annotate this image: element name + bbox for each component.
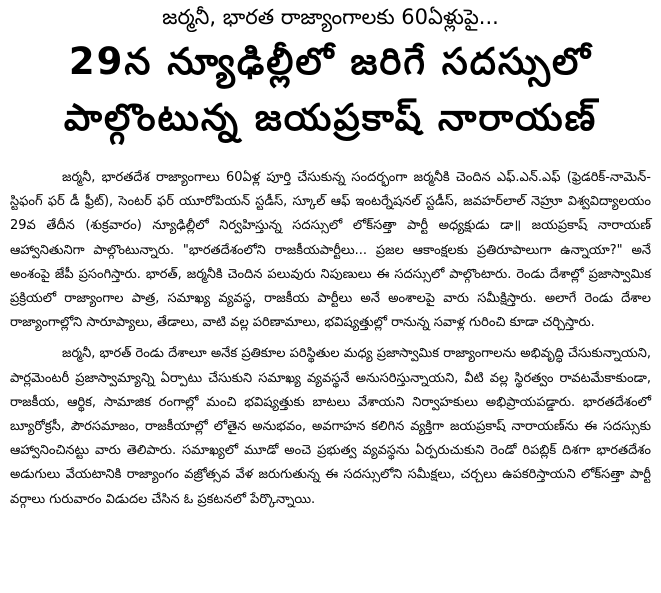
- paragraph-2: జర్మనీ, భారత్ రెండు దేశాలూ అనేక ప్రతికూల పరిస్థితుల మధ్య ప్రజాస్వామిక రాజ్యాంగాలను అభివృద్ధి చేసుకున్నాయని, పార్లమెంటరీ ప్రజాస్వామ్యాన్ని ఏర్పాటు చేసుకుని సమాఖ్య వ్యవస్థనే అనుసరిస్తున్నాయని, వీటి వల్ల స్థిరత్వం రావటమేకాకుండా, రాజకీయ, ఆర్థిక, సామాజిక రంగాల్లో మంచి భవిష్యత్తుకు బాటలు వేశాయని నిర్వాహకులు అభిప్రాయపడ్డారు. భారతదేశంలో బ్యూరోక్రసీ, పౌరసమాజం, రాజకీయాల్లో లోతైన అనుభవం, అవగాహన కలిగిన వ్యక్తిగా జయప్రకాష్ నారాయణ్‌ను ఈ సదస్సుకు ఆహ్వానించినట్టు వారు తెలిపారు. సమాఖ్యలో మూడో అంచె ప్రభుత్వ వ్యవస్థను ఏర్పరుచుకుని రెండో రిపబ్లిక్ దిశగా భారతదేశం అడుగులు వేయటానికి రాజ్యాంగం వజ్రోత్సవ వేళ జరుగుతున్న ఈ సదస్సులోని సమీక్షలు, చర్చలు ఉపకరిస్తాయని లోక్‌సత్తా పార్టీ వర్గాలు గురువారం విడుదల చేసిన ఓ ప్రకటనలో పేర్కొన్నాయి.: [10, 346, 651, 507]
- kicker-line: జర్మనీ, భారత రాజ్యాంగాలకు 60ఏళ్లుపై...: [162, 5, 499, 29]
- headline-line-1: 29న న్యూఢిల్లీలో జరిగే సదస్సులో: [68, 40, 593, 83]
- headline-line-2: పాల్గొంటున్న జయప్రకాష్ నారాయణ్: [63, 96, 598, 139]
- paragraph-1: జర్మనీ, భారతదేశ రాజ్యాంగాలు 60ఏళ్ల పూర్తి చేసుకున్న సందర్భంగా జర్మనీకి చెందిన ఎఫ్.ఎన్.ఎఫ్ (ఫ్రెడరిక్-నామెన్-స్టిఫంగ్ ఫర్ డీ ఫ్రీట్), సెంటర్ ఫర్ యూరోపియన్ స్టడీస్, స్కూల్ ఆఫ్ ఇంటర్నేషనల్ స్టడీస్, జవహర్‌లాల్ నెహ్రూ విశ్వవిద్యాలయం 29వ తేదీన (శుక్రవారం) న్యూఢిల్లీలో నిర్వహిస్తున్న సదస్సులో లోక్‌సత్తా పార్టీ అధ్యక్షుడు డా॥ జయప్రకాష్ నారాయణ్ ఆహ్వానితునిగా పాల్గొంటున్నారు. "భారతదేశంలోని రాజకీయపార్టీలు... ప్రజల ఆకాంక్షలకు ప్రతిరూపాలుగా ఉన్నాయా?" అనే అంశంపై జేపీ ప్రసంగిస్తారు. భారత్, జర్మనీకి చెందిన పలువురు నిపుణులు ఈ సదస్సులో పాల్గొంటారు. రెండు దేశాల్లో ప్రజాస్వామిక ప్రక్రియలో రాజ్యాంగాల పాత్ర, సమాఖ్య వ్యవస్థ, రాజకీయ పార్టీలు అనే అంశాలపై వారు సమీక్షిస్తారు. అలాగే రెండు దేశాల రాజ్యాంగాల్లోని సారూప్యాలు, తేడాలు, వాటి వల్ల పరిణామాలు, భవిష్యత్తుల్లో రానున్న సవాళ్ల గురించి కూడా చర్చిస్తారు.: [10, 170, 651, 331]
- article-body: [10, 166, 651, 512]
